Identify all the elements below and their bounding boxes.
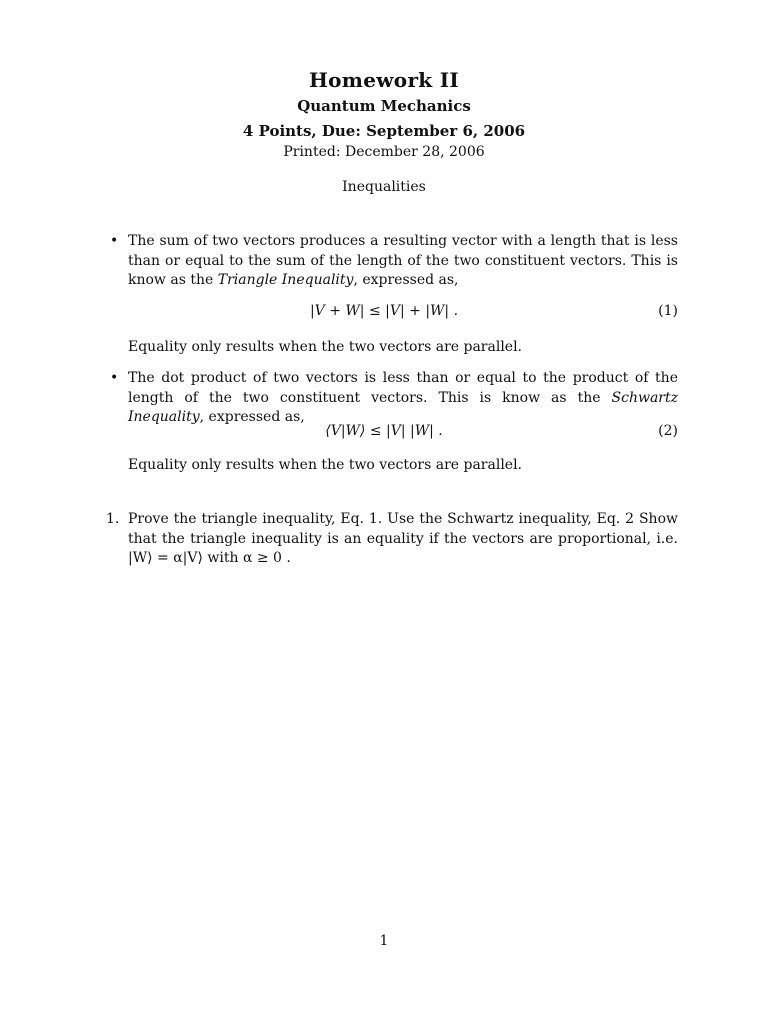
bullet-marker: • <box>110 233 119 249</box>
problem-number: 1. <box>106 511 120 527</box>
course-subtitle: Quantum Mechanics <box>297 97 471 115</box>
bullet-text-tail: , expressed as, <box>199 409 305 425</box>
bullet-marker: • <box>110 370 119 386</box>
bullet-paragraph-schwartz <box>128 369 678 428</box>
equation-number-2: (2) <box>658 423 678 439</box>
equation-1: |V + W| ≤ |V| + |W| . <box>309 303 459 319</box>
term-triangle-inequality: Triangle Inequality <box>217 272 354 288</box>
bullet-text-tail: , expressed as, <box>353 272 459 288</box>
bullet-text: The sum of two vectors produces a resulting vector with a length that is less than or equal to the sum of the length of the two constituent vectors. This is know as the <box>128 233 678 288</box>
equation-number-1: (1) <box>658 303 678 319</box>
equality-note-1: Equality only results when the two vectors are parallel. <box>128 339 523 355</box>
problem-text: Prove the triangle inequality, Eq. 1. Use the Schwartz inequality, Eq. 2 Show that the triangle inequality is an equality if the vectors are proportional, i.e. |W⟩ = α|V⟩ with α ≥ 0 . <box>128 511 678 566</box>
equation-2: ⟨V|W⟩ ≤ |V| |W| . <box>325 423 443 439</box>
homework-title: Homework II <box>308 68 460 92</box>
section-title: Inequalities <box>342 179 426 195</box>
term-schwartz-inequality: Schwartz Inequality <box>128 389 678 425</box>
printed-date: Printed: December 28, 2006 <box>283 144 485 160</box>
due-date: 4 Points, Due: September 6, 2006 <box>242 122 526 140</box>
equality-note-2: Equality only results when the two vectors are parallel. <box>128 457 523 473</box>
bullet-paragraph-triangle <box>128 232 678 291</box>
page-number: 1 <box>379 933 389 949</box>
bullet-text: The dot product of two vectors is less than or equal to the product of the length of the two constituent vectors. This is know as the <box>128 370 678 406</box>
